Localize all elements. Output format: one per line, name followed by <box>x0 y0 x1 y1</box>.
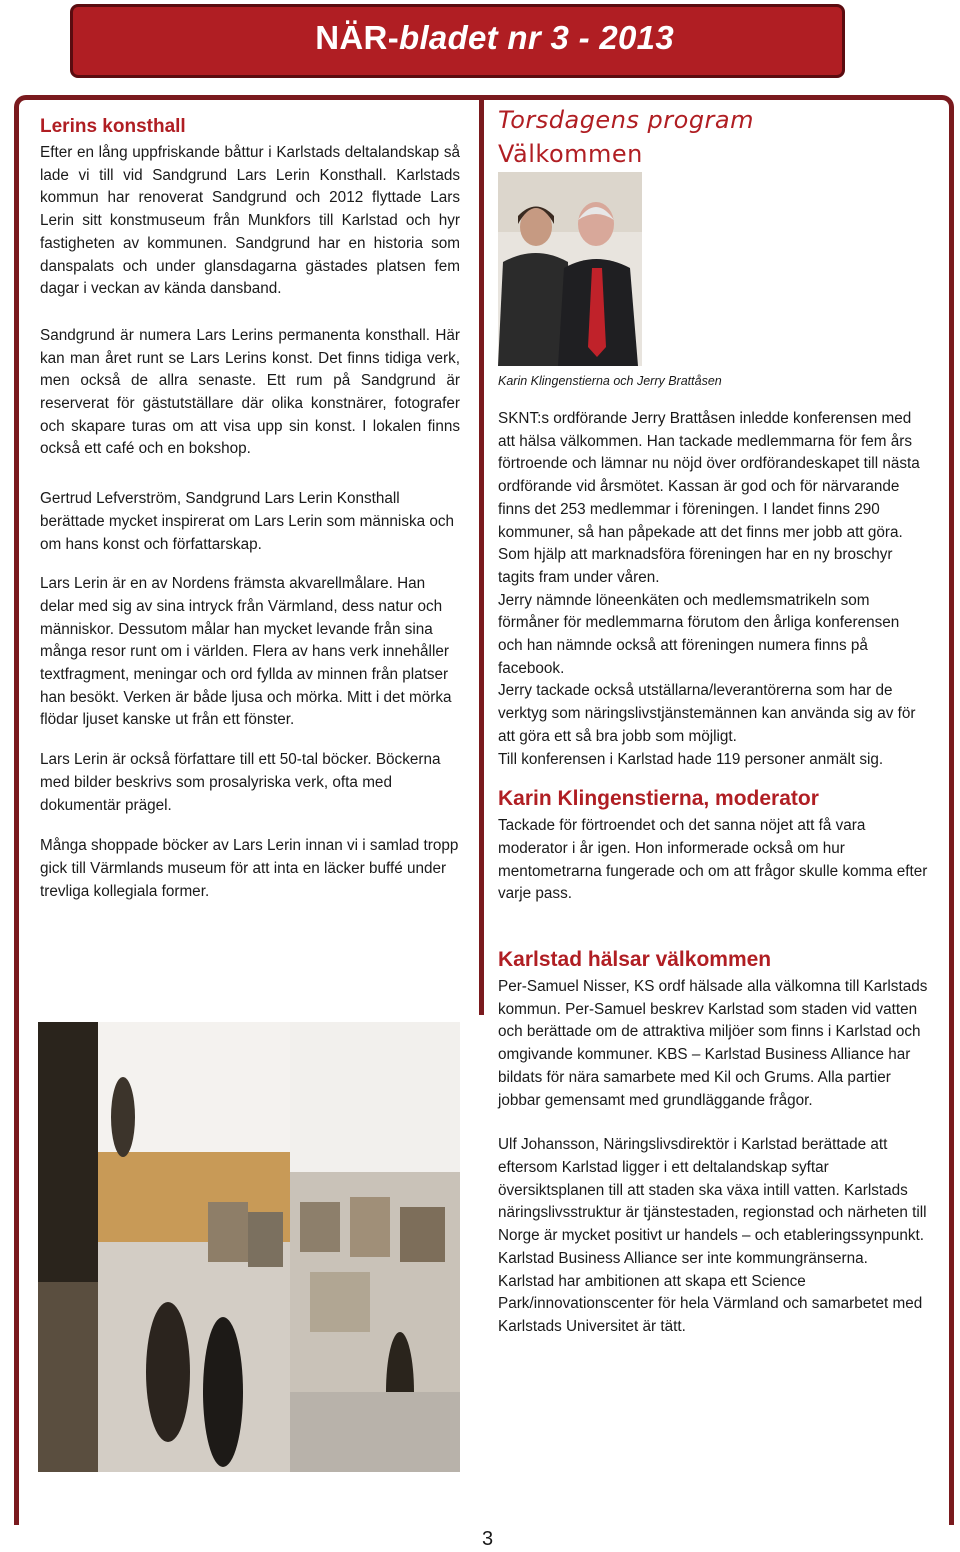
right-paragraph-2: Jerry nämnde löneenkäten och medlemsmatrikeln som förmåner för medlemmarna förutom den årliga konferensen och han nämnde också att föreningen numera finns på facebook. <box>498 591 900 677</box>
right-paragraph-3: Jerry tackade också utställarna/leverantörerna som har de verktyg som näringslivstjänstemännen kan använda sig av för att göra ett så bra jobb som möjligt. <box>498 682 916 745</box>
right-paragraph-4: Till konferensen i Karlstad hade 119 personer anmält sig. <box>498 750 884 768</box>
program-heading: Torsdagens program <box>498 106 755 134</box>
page-number: 3 <box>482 1528 494 1550</box>
left-paragraph-3: Gertrud Lefverström, Sandgrund Lars Lerin Konsthall berättade mycket inspirerat om Lars Lerin som människa och om hans konst och författarskap. <box>40 490 455 553</box>
left-paragraph-1: Efter en lång uppfriskande båttur i Karlstads deltalandskap så lade vi till vid Sandgrund Lars Lerin Konsthall. Karlstads kommun har renoverat Sandgrund och 2012 flyttade Lars Lerin sitt konstmuseum från Munkfors till Karlstad och hyr fastigheten av kommunen. Sandgrund har en historia som danspalats och under glansdagarna gästades platsen fem dagar i veckan av kända dansband. <box>40 144 460 298</box>
welcome-heading: Välkommen <box>498 140 643 168</box>
portrait-photo <box>498 172 642 366</box>
right-paragraph-1: SKNT:s ordförande Jerry Brattåsen inledde konferensen med att hälsa välkommen. Han tackade medlemmarna för fem års förtroende och lämnar nu nöjd över ordförandeskapet till nästa ordförande vid årsmötet. Kassan är god och för närvarande finns det 253 medlemmar i föreningen. I landet finns 290 kommuner, så han påpekade att det finns mer jobb att göra. Som hjälp att marknadsföra föreningen har en ny broschyr tagits fram under våren. <box>498 410 920 586</box>
newsletter-title <box>73 19 842 57</box>
header-banner <box>70 4 845 78</box>
right-column <box>498 106 928 1339</box>
karlstad-heading: Karlstad hälsar välkommen <box>498 948 772 972</box>
right-paragraph-7: Ulf Johansson, Näringslivsdirektör i Karlstad berättade att eftersom Karlstad ligger i ett deltalandskap syftar översiktsplanen till att staden ska växa intill vatten. Karlstads näringslivsstruktur är tjänstestaden, regionstad och närheten till Norge är mycket positivt ur handels – och etableringssynpunkt. Karlstad Business Alliance ser inte kommungränserna. Karlstad har ambitionen att skapa ett Science Park/innovationscenter för hela Värmland och samarbetet med Karlstads Universitet är tätt. <box>498 1136 927 1335</box>
right-paragraph-6: Per-Samuel Nisser, KS ordf hälsade alla välkomna till Karlstads kommun. Per-Samuel beskrev Karlstad som staden vid vatten och berättade om de attraktiva miljöer som finns i Karlstad och omgivande kommuner. KBS – Karlstad Business Alliance har bildats för nära samarbete med Kil och Grums. Alla partier jobbar gemensamt med grundläggande frågor. <box>498 978 928 1109</box>
lerins-heading: Lerins konsthall <box>40 116 186 137</box>
left-paragraph-6: Många shoppade böcker av Lars Lerin innan vi i samlad tropp gick till Värmlands museum för att inta en läcker buffé under trevliga kollegiala former. <box>40 837 459 900</box>
right-paragraph-5: Tackade för förtroendet och det sanna nöjet att få vara moderator i år igen. Hon informerade också om hur mentometrarna fungerade och om att frågor skulle komma efter varje pass. <box>498 817 928 903</box>
left-paragraph-5: Lars Lerin är också författare till ett 50-tal böcker. Böckerna med bilder beskrivs som prosalyriska verk, ofta med dokumentär prägel. <box>40 751 441 814</box>
left-paragraph-4: Lars Lerin är en av Nordens främsta akvarellmålare. Han delar med sig av sina intryck från Värmland, dess natur och människor. Dessutom målar han mycket levande från sina många resor runt om i världen. Flera av hans verk innehåller textfragment, meningar och ord fyllda av minnen från platser han besökt. Verken är både ljusa och mörka. Mitt i det mörka flödar ljuset kanske ut från ett fönster. <box>40 575 452 729</box>
left-column <box>40 116 460 903</box>
column-divider <box>479 95 484 1015</box>
moderator-heading: Karin Klingenstierna, moderator <box>498 787 819 811</box>
left-paragraph-2: Sandgrund är numera Lars Lerins permanenta konsthall. Här kan man året runt se Lars Lerins konst. Det finns tidiga verk, men också de allra senaste. Ett rum på Sandgrund är reserverat för gästutställare där olika konstnärer, fotografer och skapare turas om att visa upp sin konst. I lokalen finns också ett café och en bokshop. <box>40 326 460 458</box>
title-part-2: bladet nr 3 - 2013 <box>398 19 674 56</box>
title-part-1: NÄR- <box>315 19 399 56</box>
exhibition-photo <box>290 1022 460 1472</box>
gallery-photo <box>38 1022 290 1472</box>
portrait-caption: Karin Klingenstierna och Jerry Brattåsen <box>498 374 722 388</box>
